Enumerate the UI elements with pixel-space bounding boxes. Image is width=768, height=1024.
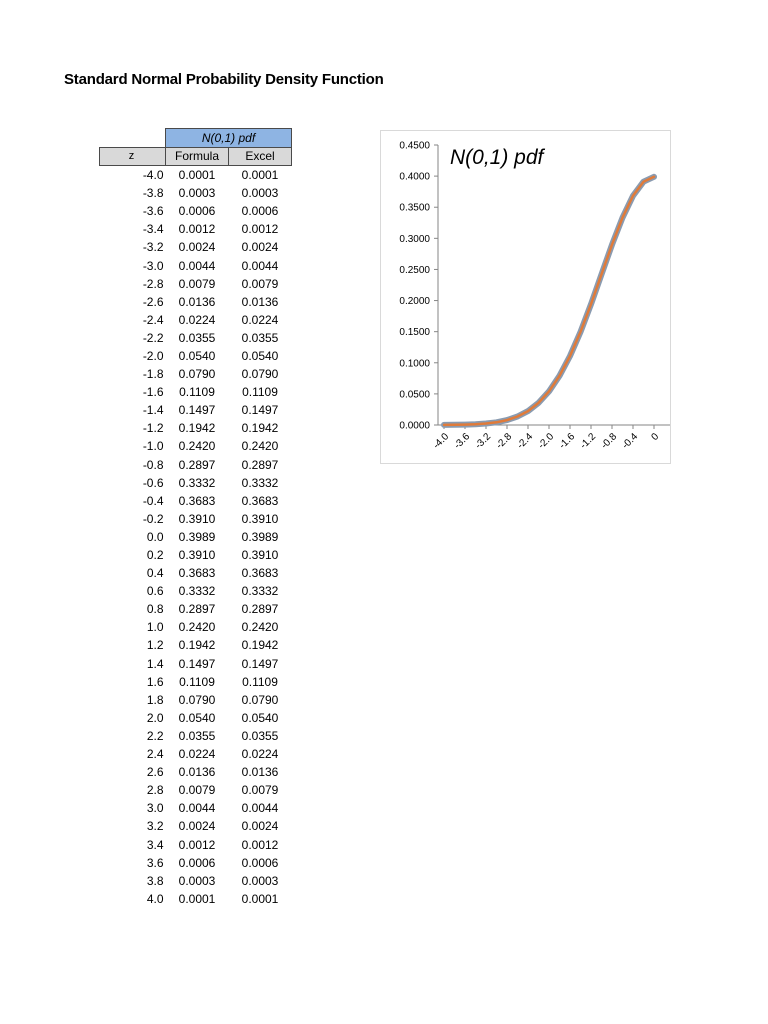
table-row: [100, 890, 292, 908]
table-row: [100, 256, 292, 274]
cell-excel: 0.0044: [241, 801, 279, 816]
y-tick-label: 0.3000: [399, 233, 430, 245]
table-row: [100, 582, 292, 600]
column-header-formula: Formula: [166, 148, 229, 166]
x-tick-label: -0.8: [599, 431, 620, 452]
cell-z: -3.6: [142, 204, 164, 219]
cell-z: -1.8: [142, 367, 164, 382]
cell-excel: 0.2897: [241, 457, 279, 472]
cell-excel: 0.2420: [241, 620, 279, 635]
cell-excel: 0.0003: [241, 873, 279, 888]
table-row: [100, 600, 292, 618]
table-row: [100, 347, 292, 365]
y-tick-label: 0.2500: [399, 264, 430, 276]
cell-formula: 0.0540: [178, 348, 216, 363]
cell-formula: 0.0355: [178, 728, 216, 743]
cell-formula: 0.1942: [178, 638, 216, 653]
cell-z: -3.4: [142, 222, 164, 237]
cell-excel: 0.2420: [241, 439, 279, 454]
cell-z: 3.0: [146, 801, 164, 816]
y-tick-label: 0.1500: [399, 327, 430, 339]
table-row: [100, 419, 292, 437]
cell-formula: 0.0024: [178, 819, 216, 834]
cell-formula: 0.2420: [178, 620, 216, 635]
cell-formula: 0.1109: [179, 385, 215, 400]
y-tick-label: 0.0000: [399, 420, 430, 432]
cell-formula: 0.0136: [178, 765, 216, 780]
table-row: [100, 546, 292, 564]
cell-formula: 0.0079: [178, 276, 216, 291]
x-tick-label: -4.0: [431, 431, 452, 452]
cell-formula: 0.0044: [178, 801, 216, 816]
cell-z: 3.8: [146, 873, 164, 888]
cell-z: -3.0: [142, 258, 164, 273]
table-row: [100, 763, 292, 781]
cell-excel: 0.0024: [241, 819, 279, 834]
table-row: [100, 745, 292, 763]
x-tick-label: -1.6: [557, 431, 578, 452]
cell-formula: 0.3683: [178, 566, 216, 581]
table-row: [100, 492, 292, 510]
table-row: [100, 474, 292, 492]
cell-formula: 0.0003: [178, 186, 216, 201]
cell-formula: 0.0006: [178, 855, 216, 870]
cell-formula: 0.1497: [178, 656, 216, 671]
x-tick-label: -2.0: [536, 431, 557, 452]
cell-z: -2.6: [142, 294, 164, 309]
table-row: [100, 691, 292, 709]
table-group-header-row: [100, 129, 292, 148]
table-header-row: [100, 148, 292, 166]
x-tick-label: -3.6: [452, 431, 473, 452]
cell-z: -2.2: [142, 330, 164, 345]
cell-z: -2.4: [142, 312, 164, 327]
cell-z: 2.6: [146, 765, 164, 780]
table-row: [100, 202, 292, 220]
table-row: [100, 781, 292, 799]
cell-formula: 0.0079: [178, 783, 216, 798]
cell-formula: 0.1497: [178, 403, 216, 418]
cell-formula: 0.0790: [178, 367, 216, 382]
cell-formula: 0.0224: [178, 747, 216, 762]
cell-z: -0.2: [142, 511, 164, 526]
cell-excel: 0.2897: [241, 602, 279, 617]
table-row: [100, 401, 292, 419]
y-tick-label: 0.2000: [399, 296, 430, 308]
table-row: [100, 238, 292, 256]
cell-excel: 0.0136: [241, 765, 279, 780]
cell-excel: 0.3989: [241, 529, 279, 544]
cell-formula: 0.0790: [178, 692, 216, 707]
x-tick-label: -2.8: [494, 431, 515, 452]
y-tick-label: 0.0500: [399, 389, 430, 401]
cell-z: 0.0: [146, 529, 164, 544]
table-row: [100, 220, 292, 238]
cell-excel: 0.0012: [241, 222, 279, 237]
cell-formula: 0.3989: [178, 529, 216, 544]
table-row: [100, 329, 292, 347]
cell-excel: 0.1942: [241, 421, 279, 436]
cell-z: -3.2: [142, 240, 164, 255]
cell-z: -2.0: [142, 348, 164, 363]
cell-formula: 0.0001: [178, 891, 216, 906]
cell-excel: 0.0001: [241, 168, 279, 183]
cell-z: -1.2: [142, 421, 164, 436]
pdf-line-chart: [380, 130, 680, 464]
cell-z: 0.8: [146, 602, 164, 617]
cell-z: 3.4: [146, 837, 164, 852]
x-tick-label: -2.4: [515, 431, 536, 452]
cell-z: -0.4: [142, 493, 164, 508]
cell-formula: 0.0044: [178, 258, 216, 273]
cell-formula: 0.2897: [178, 457, 216, 472]
table-row: [100, 275, 292, 293]
table-row: [100, 184, 292, 202]
table-row: [100, 727, 292, 745]
table-row: [100, 835, 292, 853]
cell-excel: 0.3910: [241, 548, 279, 563]
cell-z: -0.6: [142, 475, 164, 490]
cell-excel: 0.1109: [242, 674, 278, 689]
blank-cell: [100, 129, 166, 148]
table-row: [100, 799, 292, 817]
cell-z: 0.6: [146, 584, 164, 599]
cell-z: 2.8: [146, 783, 164, 798]
cell-formula: 0.0003: [178, 873, 216, 888]
cell-formula: 0.0024: [178, 240, 216, 255]
column-header-excel: Excel: [229, 148, 292, 166]
x-tick-label: 0: [649, 431, 662, 444]
cell-z: -3.8: [142, 186, 164, 201]
cell-z: -2.8: [142, 276, 164, 291]
cell-excel: 0.0024: [241, 240, 279, 255]
table-row: [100, 166, 292, 185]
column-header-z: z: [100, 148, 166, 166]
table-row: [100, 655, 292, 673]
pdf-table: [99, 128, 292, 908]
cell-excel: 0.1497: [241, 403, 279, 418]
cell-z: 3.2: [146, 819, 164, 834]
table-row: [100, 673, 292, 691]
table-row: [100, 564, 292, 582]
cell-formula: 0.3910: [178, 548, 216, 563]
table-row: [100, 383, 292, 401]
x-tick-label: -1.2: [578, 431, 599, 452]
cell-formula: 0.0012: [178, 222, 216, 237]
cell-z: 2.4: [146, 747, 164, 762]
cell-z: -0.8: [142, 457, 164, 472]
cell-excel: 0.1497: [241, 656, 279, 671]
cell-formula: 0.2420: [178, 439, 216, 454]
cell-formula: 0.0540: [178, 710, 216, 725]
cell-formula: 0.3910: [178, 511, 216, 526]
cell-formula: 0.0224: [178, 312, 216, 327]
x-tick-label: -0.4: [620, 431, 641, 452]
cell-excel: 0.0003: [241, 186, 279, 201]
cell-z: 1.8: [146, 692, 164, 707]
cell-z: 1.0: [146, 620, 164, 635]
cell-z: -1.4: [142, 403, 164, 418]
cell-excel: 0.0136: [241, 294, 279, 309]
cell-formula: 0.0136: [178, 294, 216, 309]
cell-z: 1.6: [146, 674, 164, 689]
table-row: [100, 709, 292, 727]
cell-formula: 0.0355: [178, 330, 216, 345]
table-group-header: [166, 129, 292, 148]
cell-excel: 0.1109: [242, 385, 278, 400]
cell-excel: 0.0079: [241, 276, 279, 291]
cell-excel: 0.3910: [241, 511, 279, 526]
cell-excel: 0.0355: [241, 330, 279, 345]
table-row: [100, 437, 292, 455]
cell-excel: 0.3332: [241, 475, 279, 490]
cell-z: -4.0: [142, 168, 164, 183]
cell-excel: 0.0540: [241, 348, 279, 363]
table-row: [100, 636, 292, 654]
cell-excel: 0.0079: [241, 783, 279, 798]
cell-formula: 0.3332: [178, 584, 216, 599]
cell-excel: 0.0790: [241, 367, 279, 382]
cell-formula: 0.0012: [178, 837, 216, 852]
table-row: [100, 618, 292, 636]
cell-formula: 0.1942: [178, 421, 216, 436]
group-header-label: N(0,1) pdf: [201, 131, 256, 145]
cell-z: -1.6: [142, 385, 164, 400]
cell-z: 1.4: [146, 656, 164, 671]
cell-z: 0.2: [146, 548, 164, 563]
cell-formula: 0.0006: [178, 204, 216, 219]
table-row: [100, 528, 292, 546]
cell-z: 0.4: [146, 566, 164, 581]
y-tick-label: 0.4500: [399, 140, 430, 152]
cell-excel: 0.0540: [241, 710, 279, 725]
cell-excel: 0.0224: [241, 312, 279, 327]
cell-excel: 0.0790: [241, 692, 279, 707]
table-row: [100, 293, 292, 311]
y-tick-label: 0.3500: [399, 202, 430, 214]
cell-formula: 0.3683: [178, 493, 216, 508]
cell-z: 1.2: [146, 638, 164, 653]
x-tick-label: -3.2: [473, 431, 494, 452]
table-row: [100, 456, 292, 474]
cell-excel: 0.1942: [241, 638, 279, 653]
cell-z: -1.0: [142, 439, 164, 454]
cell-excel: 0.0012: [241, 837, 279, 852]
cell-formula: 0.3332: [178, 475, 216, 490]
table-row: [100, 510, 292, 528]
cell-formula: 0.0001: [178, 168, 216, 183]
cell-formula: 0.1109: [179, 674, 215, 689]
cell-excel: 0.0355: [241, 728, 279, 743]
cell-z: 3.6: [146, 855, 164, 870]
cell-excel: 0.0224: [241, 747, 279, 762]
cell-excel: 0.0044: [241, 258, 279, 273]
y-tick-label: 0.1000: [399, 358, 430, 370]
table-row: [100, 817, 292, 835]
cell-excel: 0.3332: [241, 584, 279, 599]
cell-excel: 0.0006: [241, 855, 279, 870]
chart-title: N(0,1) pdf: [450, 146, 544, 169]
cell-z: 4.0: [146, 891, 164, 906]
cell-formula: 0.2897: [178, 602, 216, 617]
cell-z: 2.2: [146, 728, 164, 743]
page-title: Standard Normal Probability Density Function: [64, 71, 384, 88]
table-row: [100, 854, 292, 872]
cell-z: 2.0: [146, 710, 164, 725]
cell-excel: 0.3683: [241, 566, 279, 581]
cell-excel: 0.0006: [241, 204, 279, 219]
y-tick-label: 0.4000: [399, 171, 430, 183]
table-row: [100, 872, 292, 890]
table-row: [100, 311, 292, 329]
chart-panel: [380, 130, 680, 464]
cell-excel: 0.3683: [241, 493, 279, 508]
table-row: [100, 365, 292, 383]
cell-excel: 0.0001: [241, 891, 279, 906]
